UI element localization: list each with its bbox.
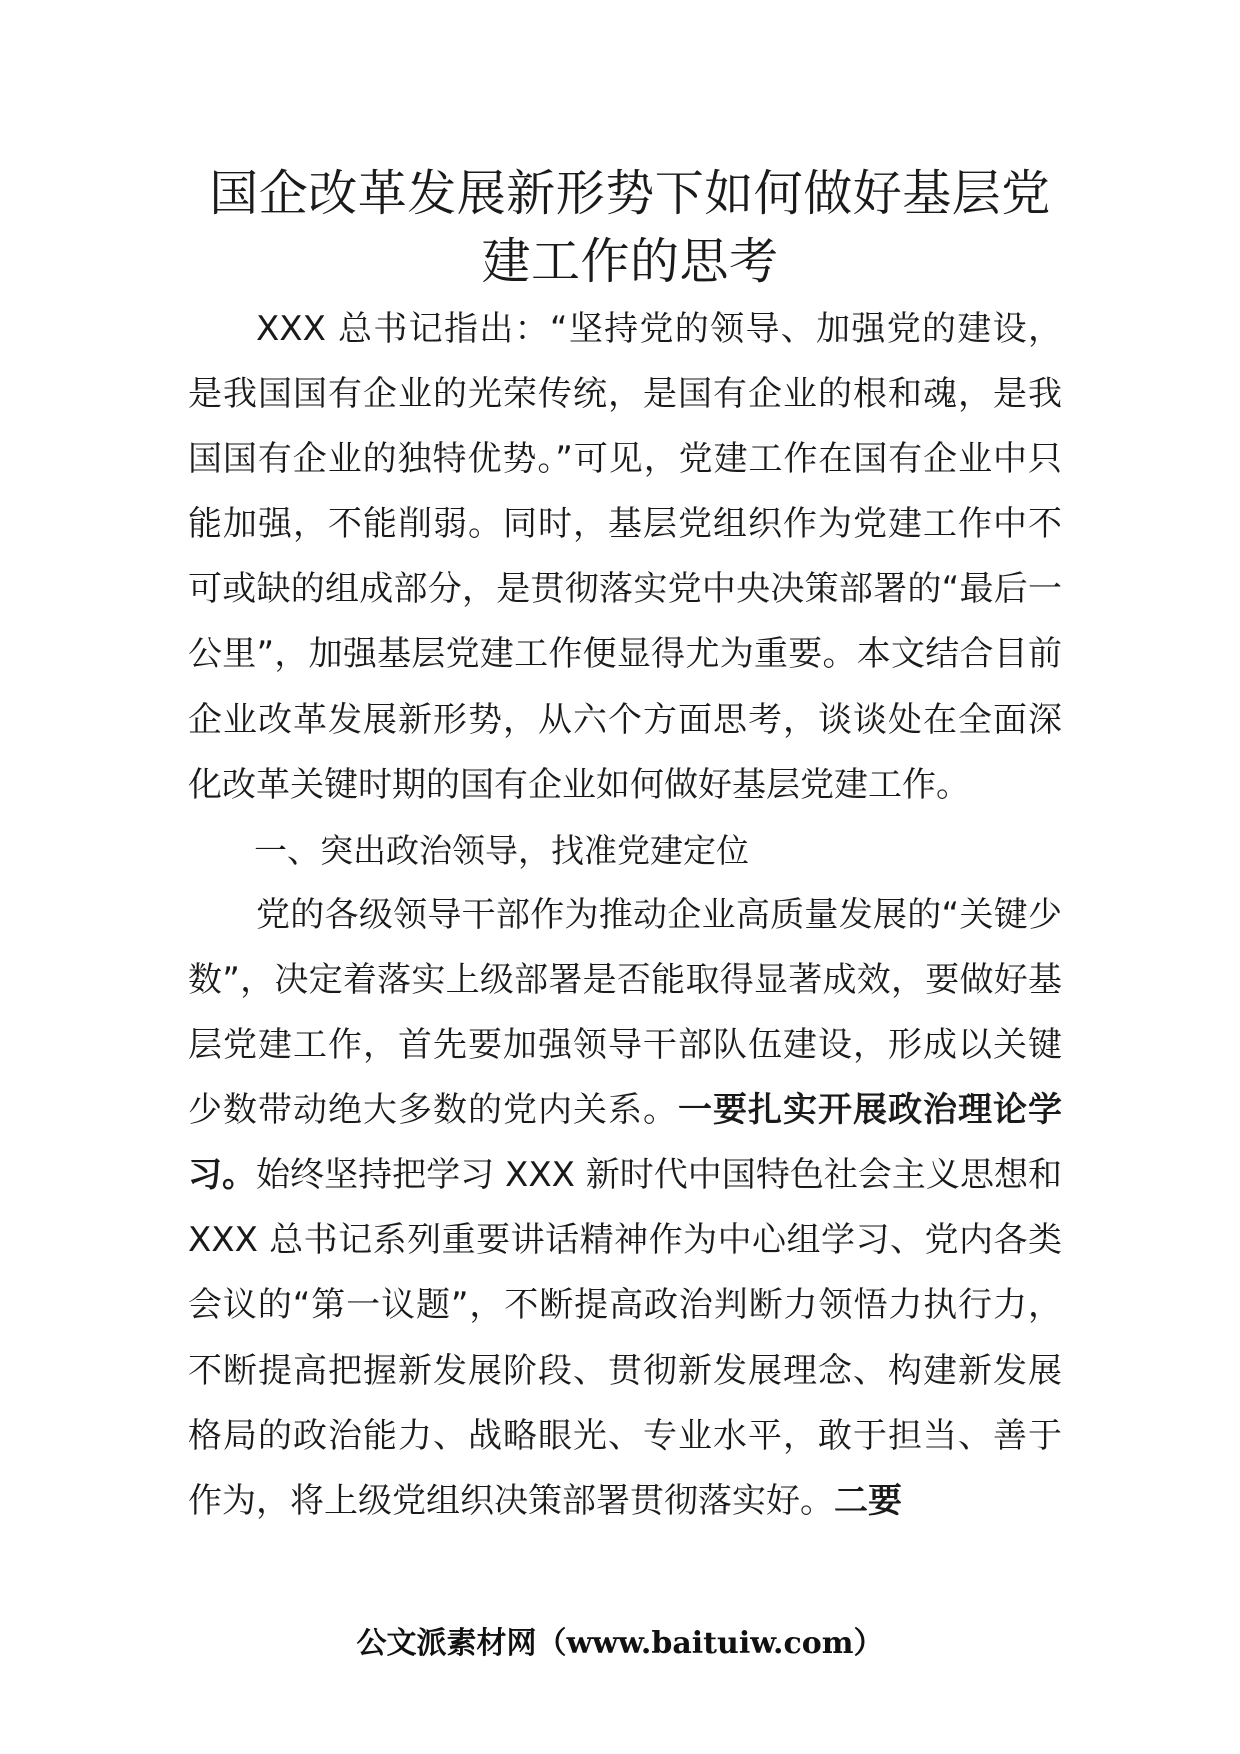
section-heading: 一、突出政治领导，找准党建定位 (254, 830, 749, 870)
point-heading-1: 一要扎实开展政治理论学习。 (188, 1090, 1062, 1196)
document-title: 国企改革发展新形势下如何做好基层党建工作的思考 (209, 165, 1051, 290)
document-body (188, 297, 1062, 1534)
footer-watermark: 公文派素材网（www.baituiw.com） (356, 1626, 884, 1661)
section-paragraph (188, 883, 1062, 1534)
point-heading-2: 二要 (834, 1480, 902, 1521)
point-text-1: 始终坚持把学习 XXX 新时代中国特色社会主义思想和 XXX 总书记系列重要讲话精神作为中心组学习、党内各类会议的“第一议题”，不断提高政治判断力领悟力执行力，不断提高把握新发展阶段、贯彻新发展理念、构建新发展格局的政治能力、战略眼光、专业水平，敢于担当、善于作为，将上级党组织决策部署贯彻落实好。 (188, 1155, 1062, 1521)
section-paragraph-text: 党的各级领导干部作为推动企业高质量发展的“关键少数”，决定着落实上级部署是否能取得显著成效，要做好基层党建工作，首先要加强领导干部队伍建设，形成以关键少数带动绝大多数的党内关系。 (188, 894, 1062, 1131)
intro-paragraph: XXX 总书记指出：“坚持党的领导、加强党的建设，是我国国有企业的光荣传统，是国有企业的根和魂，是我国国有企业的独特优势。”可见，党建工作在国有企业中只能加强，不能削弱。同时，基层党组织作为党建工作中不可或缺的组成部分，是贯彻落实党中央决策部署的“最后一公里”，加强基层党建工作便显得尤为重要。本文结合目前企业改革发展新形势，从六个方面思考，谈谈处在全面深化改革关键时期的国有企业如何做好基层党建工作。 (188, 309, 1062, 805)
